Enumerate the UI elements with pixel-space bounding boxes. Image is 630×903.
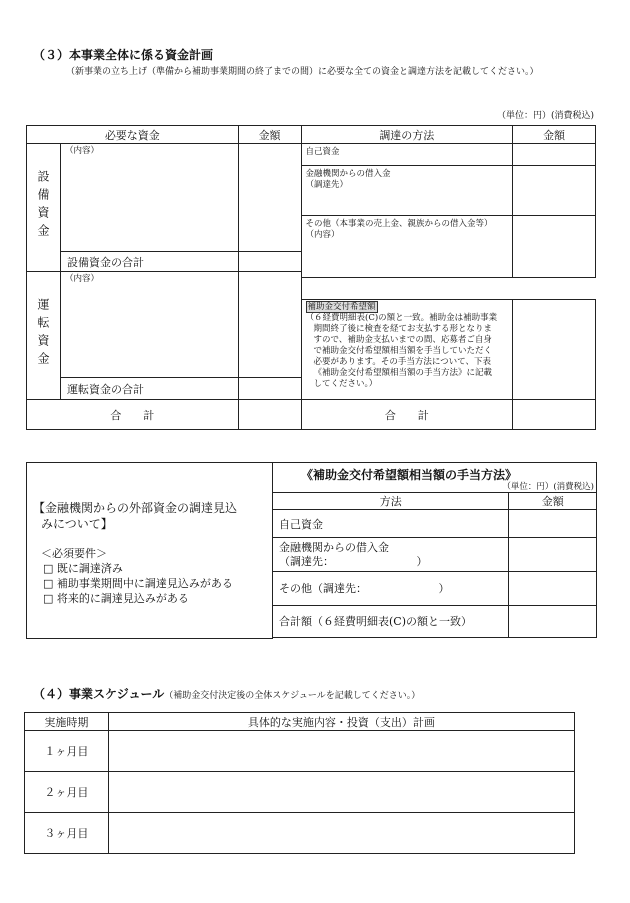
method-total: 合計額（６経費明細表(C)の額と一致） [273, 605, 509, 637]
method-total-amount[interactable] [509, 605, 597, 637]
external-title-line2: みについて】 [41, 517, 113, 531]
equipment-total-amount[interactable] [238, 252, 301, 272]
method-other: その他（調達先： ） [273, 571, 509, 605]
procure-loan-sub: （調達先） [305, 180, 349, 190]
method-own-amount[interactable] [509, 510, 597, 538]
operating-label-cell [27, 272, 61, 400]
method-loan-amount[interactable] [509, 538, 597, 571]
section3-note: （新事業の立ち上げ（準備から補助事業期間の終了までの間）に必要な全ての資金と調達方法を記載してください。） [66, 67, 539, 77]
operating-total: 運転資金の合計 [60, 378, 238, 400]
procure-total: 合 計 [301, 400, 513, 430]
equipment-total: 設備資金の合計 [60, 252, 238, 272]
external-funding-box [26, 462, 273, 639]
method-unit: （単位：円）(消費税込) [502, 482, 594, 492]
procure-total-amount[interactable] [513, 400, 596, 430]
subsidy-note-5: 必要があります。その手当方法について、下表 [313, 357, 491, 367]
procure-subsidy-cell [301, 300, 513, 400]
header-needed-funds: 必要な資金 [27, 126, 239, 144]
requirement-item-3[interactable]: □ 将来的に調達見込みがある [43, 592, 189, 605]
schedule-plan-3[interactable] [108, 813, 574, 854]
procure-subsidy: 補助金交付希望額 [307, 302, 376, 312]
requirement-item-1[interactable]: □ 既に調達済み [43, 562, 123, 575]
grand-total-amount[interactable] [238, 400, 301, 430]
schedule-header-plan: 具体的な実施内容・投資（支出）計画 [108, 713, 574, 731]
procure-other-amount[interactable] [513, 216, 596, 278]
external-title-line1: 【金融機関からの外部資金の調達見込 [33, 501, 238, 515]
equipment-label: 設備資金 [35, 169, 50, 242]
procure-loan-amount[interactable] [513, 166, 596, 216]
method-title: 《補助金交付希望額相当額の手当方法》 [301, 468, 518, 482]
section3-unit: （単位：円）(消費税込) [497, 111, 595, 121]
schedule-plan-2[interactable] [108, 772, 574, 813]
operating-total-amount[interactable] [238, 378, 301, 400]
subsidy-note-7: してください。） [313, 379, 378, 389]
grand-total: 合 計 [27, 400, 239, 430]
section4-note: （補助金交付決定後の全体スケジュールを記載してください。） [164, 691, 421, 701]
procure-subsidy-amount[interactable] [513, 300, 596, 400]
subsidy-note-1: （６経費明細表(C)の額と一致。補助金は補助事業 [305, 313, 498, 323]
funding-plan-table [26, 125, 596, 430]
equipment-content[interactable]: （内容） [60, 144, 238, 252]
method-loan-sub: （調達先： ） [279, 554, 428, 568]
procure-own: 自己資金 [301, 144, 513, 166]
procure-loan: 金融機関からの借入金 [305, 169, 391, 179]
equipment-label-cell [27, 144, 61, 272]
schedule-plan-1[interactable] [108, 731, 574, 772]
header-amount: 金額 [238, 126, 301, 144]
requirements-label: ＜必須要件＞ [41, 547, 107, 560]
subsidy-note-3: すので、補助金支払いまでの間、応募者ご自身 [313, 335, 492, 345]
procure-own-amount[interactable] [513, 144, 596, 166]
equipment-amount[interactable] [238, 144, 301, 252]
method-title-cell [273, 463, 597, 493]
procure-other: その他（本事業の売上金、親族からの借入金等） [305, 219, 493, 229]
procure-other-cell [301, 216, 513, 278]
header-procurement: 調達の方法 [301, 126, 513, 144]
requirement-item-2[interactable]: □ 補助事業期間中に調達見込みがある [43, 577, 233, 590]
procure-other-sub: （内容） [305, 230, 340, 240]
schedule-month-2: ２ヶ月目 [25, 772, 109, 813]
method-loan-cell [273, 538, 509, 571]
section3-title: （３）本事業全体に係る資金計画 [33, 48, 214, 62]
schedule-month-3: ３ヶ月目 [25, 813, 109, 854]
method-amount-header: 金額 [509, 493, 597, 510]
header-amount2: 金額 [513, 126, 596, 144]
method-own: 自己資金 [273, 510, 509, 538]
operating-content[interactable]: （内容） [60, 272, 238, 378]
schedule-month-1: １ヶ月目 [25, 731, 109, 772]
method-header: 方法 [273, 493, 509, 510]
method-other-amount[interactable] [509, 571, 597, 605]
operating-amount[interactable] [238, 272, 301, 378]
subsidy-note-2: 期間終了後に検査を経てお支払する形となりま [313, 324, 493, 334]
subsidy-note-4: で補助金交付希望額相当額を手当していただく [313, 346, 493, 356]
schedule-table [24, 712, 575, 854]
subsidy-note-6: 《補助金交付希望額相当額の手当方法》に記載 [313, 368, 493, 378]
schedule-header-period: 実施時期 [25, 713, 109, 731]
procure-loan-cell [301, 166, 513, 216]
section4-heading [33, 683, 420, 702]
section4-title: （４）事業スケジュール [33, 687, 165, 701]
method-loan: 金融機関からの借入金 [279, 540, 389, 554]
subsidy-method-table [272, 462, 597, 638]
operating-label: 運転資金 [35, 297, 50, 370]
